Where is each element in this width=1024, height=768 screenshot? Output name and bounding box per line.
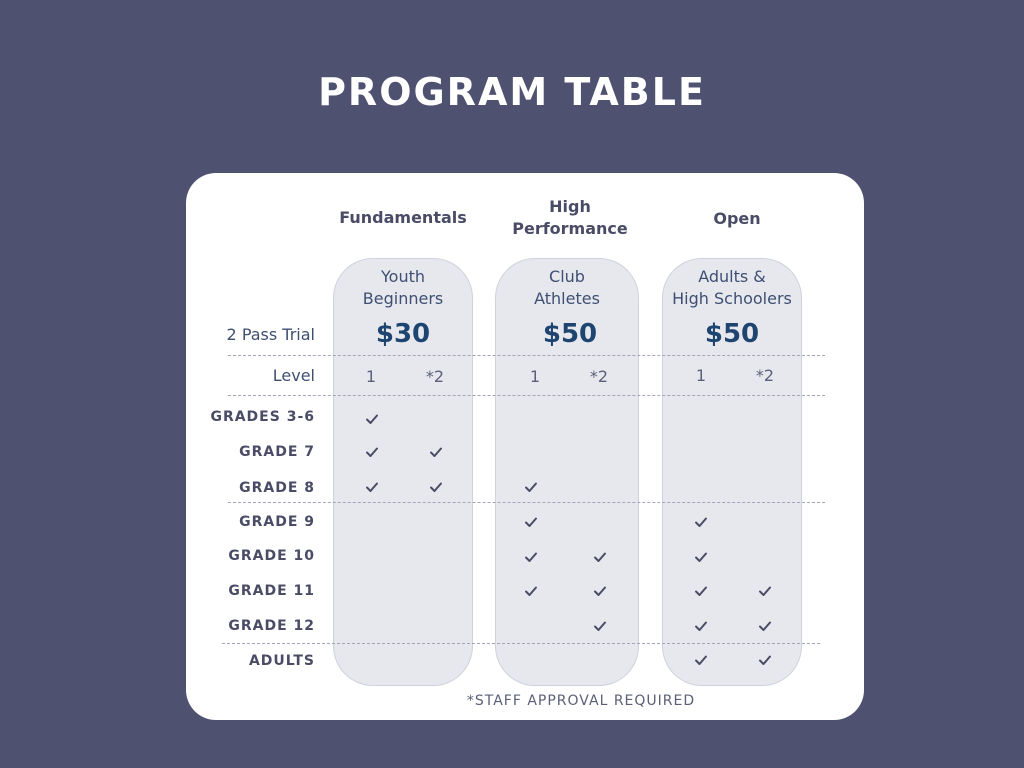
check-icon	[429, 446, 443, 458]
level-1-open: 1	[695, 366, 707, 385]
audience-open	[662, 266, 802, 310]
check-icon	[758, 654, 772, 666]
row-label: GRADE 9	[239, 514, 315, 530]
row-label: GRADE 10	[228, 548, 315, 564]
check-icon	[524, 481, 538, 493]
check-icon	[694, 551, 708, 563]
check-icon	[524, 516, 538, 528]
check-icon	[524, 551, 538, 563]
check-icon	[758, 620, 772, 632]
column-header-line: High	[549, 197, 591, 216]
row-label: GRADE 12	[228, 618, 315, 634]
program-table-card	[186, 173, 864, 720]
level-2-open: *2	[755, 366, 775, 385]
audience-line: Beginners	[362, 289, 444, 308]
column-header-fundamentals: Fundamentals	[339, 208, 467, 227]
check-icon	[593, 620, 607, 632]
check-icon	[365, 413, 379, 425]
level-1-fundamentals: 1	[365, 367, 377, 386]
check-icon	[365, 481, 379, 493]
column-header-open: Open	[713, 209, 761, 228]
check-icon	[524, 585, 538, 597]
row-label: ADULTS	[248, 653, 315, 669]
trial-label: 2 Pass Trial	[226, 325, 315, 344]
row-label: GRADE 11	[228, 583, 315, 599]
check-icon	[429, 481, 443, 493]
check-icon	[694, 654, 708, 666]
divider	[222, 643, 820, 644]
check-icon	[694, 516, 708, 528]
check-icon	[593, 551, 607, 563]
row-label: GRADE 8	[239, 480, 315, 496]
check-icon	[758, 585, 772, 597]
audience-line: Adults &	[698, 267, 766, 286]
level-2-high-performance: *2	[589, 367, 609, 386]
price-fundamentals: $30	[375, 319, 431, 349]
divider	[228, 502, 825, 503]
level-1-high-performance: 1	[529, 367, 541, 386]
audience-line: Athletes	[534, 289, 600, 308]
audience-line: High Schoolers	[672, 289, 792, 308]
audience-line: Youth	[381, 267, 425, 286]
page-title: PROGRAM TABLE	[318, 70, 706, 114]
audience-high-performance	[495, 266, 639, 310]
check-icon	[365, 446, 379, 458]
check-icon	[694, 585, 708, 597]
price-high-performance: $50	[542, 319, 598, 349]
footnote: *STAFF APPROVAL REQUIRED	[466, 693, 696, 709]
row-label: GRADES 3-6	[210, 409, 315, 425]
price-open: $50	[704, 319, 760, 349]
audience-fundamentals	[333, 266, 473, 310]
column-header-high-performance	[495, 196, 645, 240]
audience-line: Club	[549, 267, 585, 286]
level-2-fundamentals: *2	[425, 367, 445, 386]
divider	[228, 355, 825, 356]
divider	[228, 395, 825, 396]
check-icon	[694, 620, 708, 632]
level-label: Level	[272, 366, 315, 385]
check-icon	[593, 585, 607, 597]
column-header-line: Performance	[512, 219, 628, 238]
row-label: GRADE 7	[239, 444, 315, 460]
